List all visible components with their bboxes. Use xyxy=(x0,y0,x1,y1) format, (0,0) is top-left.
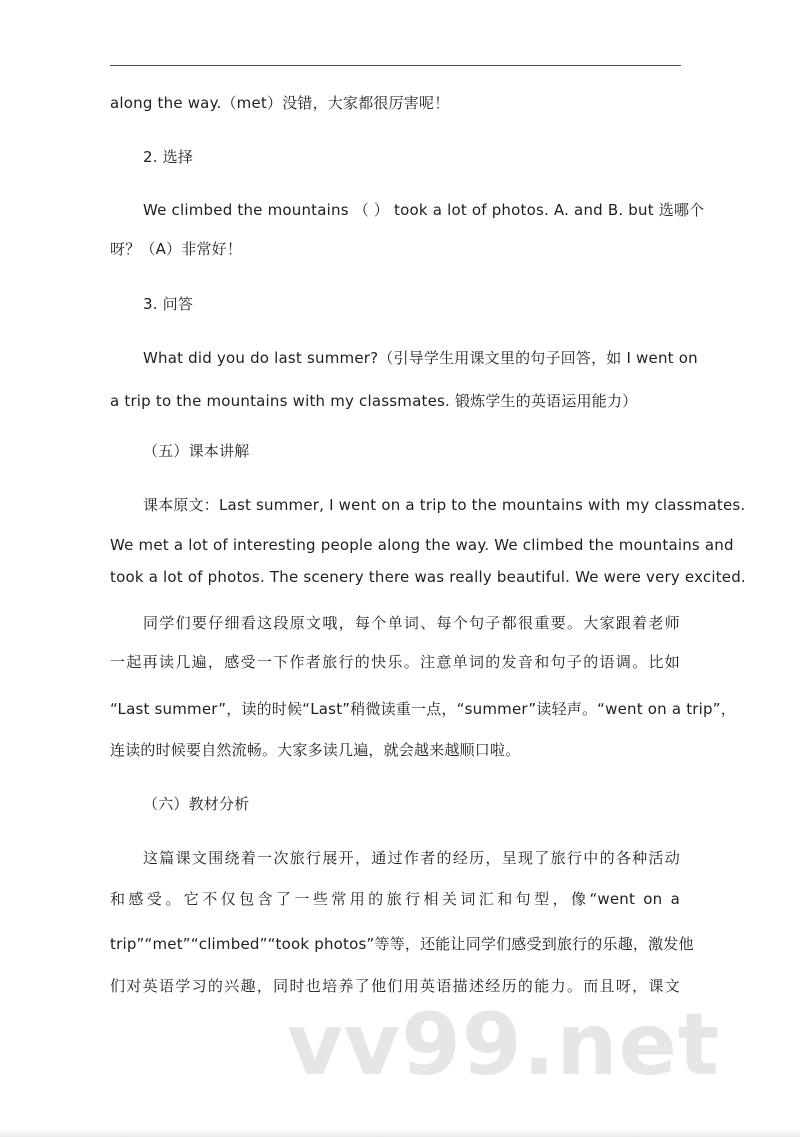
text-line: 课本原文：Last summer, I went on a trip to the mountains with my classmates. xyxy=(143,496,746,514)
text-line: 和感受。它不仅包含了一些常用的旅行相关词汇和句型，像“went on a xyxy=(110,890,680,908)
header-rule xyxy=(110,65,681,66)
page-bottom-edge xyxy=(0,1129,800,1137)
text-line: 同学们要仔细看这段原文哦，每个单词、每个句子都很重要。大家跟着老师 xyxy=(143,614,680,632)
text-line: 连读的时候要自然流畅。大家多读几遍，就会越来越顺口啦。 xyxy=(110,741,521,759)
text-line: We met a lot of interesting people along the way. We climbed the mountains and xyxy=(110,536,734,554)
text-line: 呀？（A）非常好！ xyxy=(110,240,243,258)
section-heading: （五）课本讲解 xyxy=(143,442,250,460)
watermark: vv99.net xyxy=(286,995,720,1095)
text-line: a trip to the mountains with my classmates. 锻炼学生的英语运用能力） xyxy=(110,392,638,410)
section-heading: （六）教材分析 xyxy=(143,795,250,813)
text-line: trip”“met”“climbed”“took photos”等等，还能让同学们感受到旅行的乐趣，激发他 xyxy=(110,935,694,953)
section-heading: 3. 问答 xyxy=(143,295,194,313)
text-line: 这篇课文围绕着一次旅行展开，通过作者的经历，呈现了旅行中的各种活动 xyxy=(143,849,680,867)
section-heading: 2. 选择 xyxy=(143,148,194,166)
text-line: What did you do last summer?（引导学生用课文里的句子回答，如 I went on xyxy=(143,349,698,367)
text-line: along the way.（met）没错，大家都很厉害呢！ xyxy=(110,94,450,112)
text-line: “Last summer”，读的时候“Last”稍微读重一点，“summer”读轻声。“went on a trip”， xyxy=(110,700,736,718)
text-line: We climbed the mountains （ ） took a lot of photos. A. and B. but 选哪个 xyxy=(143,201,705,219)
text-line: took a lot of photos. The scenery there was really beautiful. We were very excited. xyxy=(110,568,746,586)
text-line: 一起再读几遍，感受一下作者旅行的快乐。注意单词的发音和句子的语调。比如 xyxy=(110,653,680,671)
text-line: 们对英语学习的兴趣，同时也培养了他们用英语描述经历的能力。而且呀，课文 xyxy=(110,977,680,995)
